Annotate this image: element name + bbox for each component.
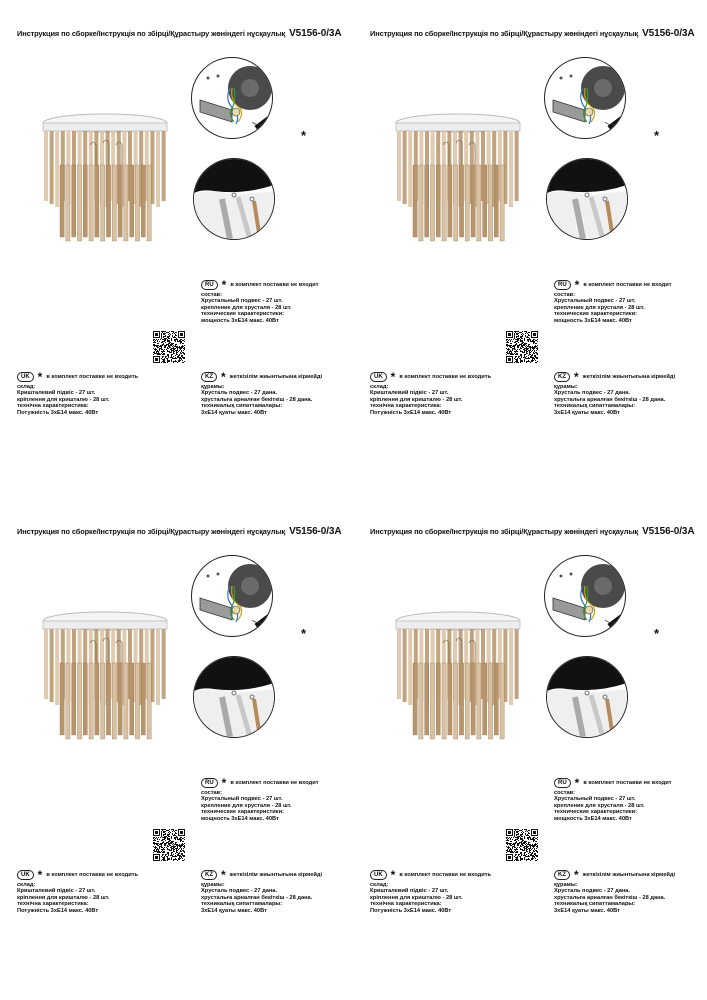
uk-line: технічна характеристика:	[370, 403, 442, 410]
uk-line: склад:	[17, 384, 36, 390]
uk-section	[17, 372, 138, 416]
qr-code	[152, 828, 186, 862]
model-number: V5156-0/3A	[289, 28, 342, 39]
uk-line: Потужність 3хЕ14 макс. 40Вт	[17, 409, 99, 416]
ru-line: технические характеристики:	[201, 311, 285, 318]
kz-line: құрамы:	[201, 384, 225, 390]
qr-code	[152, 330, 186, 364]
ru-line: Хрустальный подвес - 27 шт.	[554, 796, 636, 803]
kz-badge: KZ	[554, 372, 570, 382]
wall-lamp-illustration	[393, 105, 523, 245]
kz-not-included: жеткізілім жиынтығына кірмейді	[229, 871, 323, 878]
uk-line: Потужність 3хЕ14 макс. 40Вт	[370, 409, 452, 416]
ru-line: технические характеристики:	[554, 311, 638, 318]
ru-line: состав:	[554, 292, 576, 298]
kz-line: хрустальға арналған бекіткіш - 28 дана.	[554, 396, 666, 403]
title-text: Инструкция по сборке/Інструкція по збірці/Құрастыру жөніндегі нұсқаулық	[17, 527, 286, 536]
kz-line: Хрусталь подвес - 27 дана.	[201, 888, 278, 895]
uk-line: Кришталевий підвіс - 27 шт.	[370, 888, 449, 895]
kz-line: хрустальға арналған бекіткіш - 28 дана.	[554, 894, 666, 901]
asterisk-icon: *	[654, 626, 660, 641]
uk-line: технічна характеристика:	[17, 901, 89, 908]
asterisk-icon: *	[574, 278, 580, 292]
kz-line: хрустальға арналған бекіткіш - 28 дана.	[201, 396, 313, 403]
kz-line: 3хЕ14 қуаты макс. 40Вт	[201, 907, 267, 914]
wall-lamp-illustration	[40, 603, 170, 743]
asterisk-icon: *	[221, 278, 227, 292]
ru-line: мощность 3хЕ14 макс. 40Вт	[554, 317, 632, 324]
crystal-attachment-diagram	[193, 158, 275, 240]
ru-line: Хрустальный подвес - 27 шт.	[201, 298, 283, 305]
uk-badge: UK	[370, 372, 387, 382]
uk-line: технічна характеристика:	[17, 403, 89, 410]
ru-badge: RU	[554, 778, 571, 788]
ru-line: мощность 3хЕ14 макс. 40Вт	[201, 317, 279, 324]
mounting-diagram	[191, 57, 273, 139]
asterisk-icon: *	[301, 128, 307, 143]
ru-badge: RU	[201, 280, 218, 290]
uk-line: Кришталевий підвіс - 27 шт.	[370, 390, 449, 397]
ru-section	[201, 778, 319, 822]
ru-badge: RU	[554, 280, 571, 290]
kz-section	[554, 870, 675, 914]
instruction-card	[0, 498, 350, 993]
kz-line: техникалық сипаттамалары:	[554, 403, 636, 410]
kz-line: 3хЕ14 қуаты макс. 40Вт	[554, 907, 620, 914]
asterisk-icon: *	[574, 776, 580, 790]
ru-line: крепление для хрусталя - 28 шт.	[201, 802, 292, 809]
asterisk-icon: *	[390, 868, 396, 882]
uk-badge: UK	[370, 870, 387, 880]
uk-section	[370, 372, 491, 416]
kz-not-included: жеткізілім жиынтығына кірмейді	[582, 373, 676, 380]
ru-not-included: в комплект поставки не входит	[230, 281, 319, 288]
mounting-diagram	[544, 57, 626, 139]
ru-not-included: в комплект поставки не входит	[230, 779, 319, 786]
uk-line: склад:	[17, 882, 36, 888]
uk-line: технічна характеристика:	[370, 901, 442, 908]
model-number: V5156-0/3A	[642, 526, 695, 537]
ru-line: Хрустальный подвес - 27 шт.	[554, 298, 636, 305]
model-number: V5156-0/3A	[289, 526, 342, 537]
uk-not-included: в комплект поставки не входить	[399, 871, 491, 878]
qr-code	[505, 828, 539, 862]
instruction-card	[353, 0, 703, 495]
mounting-diagram	[191, 555, 273, 637]
asterisk-icon: *	[221, 868, 226, 882]
ru-line: состав:	[201, 790, 223, 796]
kz-not-included: жеткізілім жиынтығына кірмейді	[229, 373, 323, 380]
title-text: Инструкция по сборке/Інструкція по збірці/Құрастыру жөніндегі нұсқаулық	[370, 527, 639, 536]
asterisk-icon: *	[37, 868, 43, 882]
title-text: Инструкция по сборке/Інструкція по збірці/Құрастыру жөніндегі нұсқаулық	[370, 29, 639, 38]
ru-line: состав:	[554, 790, 576, 796]
ru-line: мощность 3хЕ14 макс. 40Вт	[201, 815, 279, 822]
asterisk-icon: *	[654, 128, 660, 143]
uk-not-included: в комплект поставки не входить	[46, 373, 138, 380]
ru-line: мощность 3хЕ14 макс. 40Вт	[554, 815, 632, 822]
instruction-card	[0, 0, 350, 495]
kz-badge: KZ	[201, 372, 217, 382]
ru-section	[554, 280, 672, 324]
asterisk-icon: *	[574, 868, 579, 882]
ru-line: состав:	[201, 292, 223, 298]
uk-line: кріплення для кришталю - 28 шт.	[17, 894, 110, 901]
document-title	[370, 526, 694, 537]
ru-not-included: в комплект поставки не входит	[583, 281, 672, 288]
kz-line: құрамы:	[201, 882, 225, 888]
uk-line: кріплення для кришталю - 28 шт.	[370, 894, 463, 901]
mounting-diagram	[544, 555, 626, 637]
uk-line: кріплення для кришталю - 28 шт.	[370, 396, 463, 403]
crystal-attachment-diagram	[546, 656, 628, 738]
kz-line: хрустальға арналған бекіткіш - 28 дана.	[201, 894, 313, 901]
uk-line: Потужність 3хЕ14 макс. 40Вт	[17, 907, 99, 914]
uk-line: склад:	[370, 882, 389, 888]
crystal-attachment-diagram	[193, 656, 275, 738]
kz-section	[201, 372, 322, 416]
ru-line: крепление для хрусталя - 28 шт.	[201, 304, 292, 311]
kz-badge: KZ	[554, 870, 570, 880]
uk-line: Потужність 3хЕ14 макс. 40Вт	[370, 907, 452, 914]
kz-line: Хрусталь подвес - 27 дана.	[554, 888, 631, 895]
model-number: V5156-0/3A	[642, 28, 695, 39]
uk-line: Кришталевий підвіс - 27 шт.	[17, 390, 96, 397]
kz-section	[201, 870, 322, 914]
uk-line: склад:	[370, 384, 389, 390]
document-title	[17, 526, 341, 537]
uk-badge: UK	[17, 870, 34, 880]
kz-line: 3хЕ14 қуаты макс. 40Вт	[554, 409, 620, 416]
uk-line: кріплення для кришталю - 28 шт.	[17, 396, 110, 403]
asterisk-icon: *	[301, 626, 307, 641]
uk-section	[17, 870, 138, 914]
asterisk-icon: *	[574, 370, 579, 384]
title-text: Инструкция по сборке/Інструкція по збірці/Құрастыру жөніндегі нұсқаулық	[17, 29, 286, 38]
ru-line: Хрустальный подвес - 27 шт.	[201, 796, 283, 803]
asterisk-icon: *	[221, 370, 226, 384]
kz-line: Хрусталь подвес - 27 дана.	[201, 390, 278, 397]
kz-line: құрамы:	[554, 384, 578, 390]
kz-line: техникалық сипаттамалары:	[201, 901, 283, 908]
crystal-attachment-diagram	[546, 158, 628, 240]
asterisk-icon: *	[221, 776, 227, 790]
wall-lamp-illustration	[40, 105, 170, 245]
kz-not-included: жеткізілім жиынтығына кірмейді	[582, 871, 676, 878]
document-title	[17, 28, 341, 39]
ru-badge: RU	[201, 778, 218, 788]
kz-line: техникалық сипаттамалары:	[554, 901, 636, 908]
kz-line: құрамы:	[554, 882, 578, 888]
ru-line: технические характеристики:	[201, 809, 285, 816]
kz-line: 3хЕ14 қуаты макс. 40Вт	[201, 409, 267, 416]
ru-not-included: в комплект поставки не входит	[583, 779, 672, 786]
uk-not-included: в комплект поставки не входить	[399, 373, 491, 380]
asterisk-icon: *	[390, 370, 396, 384]
instruction-card	[353, 498, 703, 993]
uk-not-included: в комплект поставки не входить	[46, 871, 138, 878]
uk-section	[370, 870, 491, 914]
document-title	[370, 28, 694, 39]
ru-line: крепление для хрусталя - 28 шт.	[554, 802, 645, 809]
kz-line: Хрусталь подвес - 27 дана.	[554, 390, 631, 397]
kz-line: техникалық сипаттамалары:	[201, 403, 283, 410]
uk-line: Кришталевий підвіс - 27 шт.	[17, 888, 96, 895]
asterisk-icon: *	[37, 370, 43, 384]
ru-section	[201, 280, 319, 324]
uk-badge: UK	[17, 372, 34, 382]
kz-badge: KZ	[201, 870, 217, 880]
qr-code	[505, 330, 539, 364]
ru-section	[554, 778, 672, 822]
kz-section	[554, 372, 675, 416]
wall-lamp-illustration	[393, 603, 523, 743]
ru-line: технические характеристики:	[554, 809, 638, 816]
ru-line: крепление для хрусталя - 28 шт.	[554, 304, 645, 311]
